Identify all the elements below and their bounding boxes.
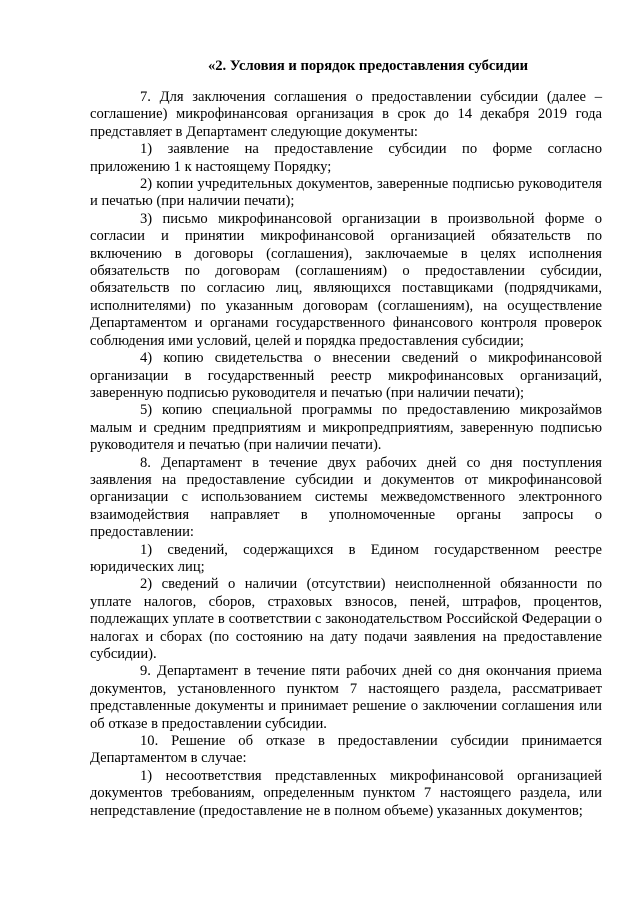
paragraph-7: 7. Для заключения соглашения о предоставлении субсидии (далее – соглашение) микрофинансовая организация в срок до 14 декабря 2019 года представляет в Департамент следующие документы: xyxy=(90,89,602,140)
paragraph-7-item-5: 5) копию специальной программы по предоставлению микрозаймов малым и средним предприятиям и микропредприятиям, заверенную подписью руководителя и печатью (при наличии печати). xyxy=(90,402,602,454)
paragraph-8-item-2: 2) сведений о наличии (отсутствии) неисполненной обязанности по уплате налогов, сборов, страховых взносов, пеней, штрафов, процентов, подлежащих уплате в соответствии с законодательством Российской Федерации о налогах и сборах (по состоянию на дату подачи заявления на предоставление субсидии). xyxy=(90,576,602,662)
paragraph-8-item-1: 1) сведений, содержащихся в Едином государственном реестре юридических лиц; xyxy=(90,541,602,575)
paragraph-9: 9. Департамент в течение пяти рабочих дней со дня окончания приема документов, установленного пунктом 7 настоящего раздела, рассматривает представленные документы и принимает решение о заключении соглашения или об отказе в предоставлении субсидии. xyxy=(90,663,602,732)
section-title: «2. Условия и порядок предоставления субсидии xyxy=(207,58,529,74)
paragraph-7-item-2: 2) копии учредительных документов, заверенные подписью руководителя и печатью (при наличии печати); xyxy=(90,176,602,210)
paragraph-8: 8. Департамент в течение двух рабочих дней со дня поступления заявления на предоставление субсидии и документов от микрофинансовой организации с использованием системы межведомственного электронного взаимодействия направляет в уполномоченные органы запросы о предоставлении: xyxy=(90,454,602,541)
paragraph-10: 10. Решение об отказе в предоставлении субсидии принимается Департаментом в случае: xyxy=(90,733,602,767)
paragraph-7-item-4: 4) копию свидетельства о внесении сведений о микрофинансовой организации в государственный реестр микрофинансовых организаций, заверенную подписью руководителя и печатью (при наличии печати); xyxy=(90,350,602,401)
paragraph-7-item-1: 1) заявление на предоставление субсидии по форме согласно приложению 1 к настоящему Порядку; xyxy=(90,141,602,175)
paragraph-7-item-3: 3) письмо микрофинансовой организации в произвольной форме о согласии и принятии микрофинансовой организацией обязательств по включению в договоры (соглашения), заключаемые в целях исполнения обязательств по договорам (соглашениям) о предоставлении субсидии, обязательств по согласию лиц, являющихся поставщиками (подрядчиками, исполнителями) по указанным договорам (соглашениям), на осуществление Департаментом и органами государственного финансового контроля проверок соблюдения ими условий, целей и порядка предоставления субсидии; xyxy=(90,210,602,349)
paragraph-10-item-1: 1) несоответствия представленных микрофинансовой организацией документов требованиям, определенным пунктом 7 настоящего раздела, или непредставление (предоставление не в полном объеме) указанных документов; xyxy=(90,767,602,819)
